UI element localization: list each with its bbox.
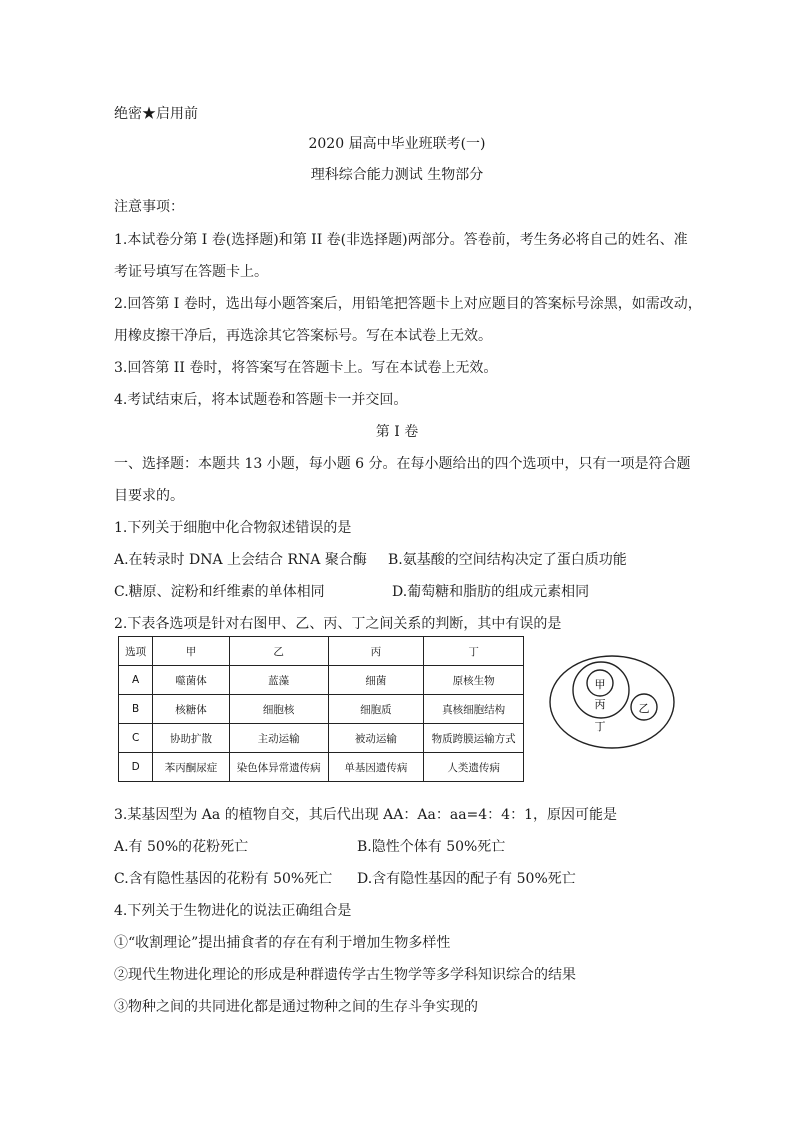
table-cell: 噬菌体 — [153, 666, 230, 695]
table-cell: B — [119, 695, 153, 724]
q3-option-d: D.含有隐性基因的配子有 50%死亡 — [357, 871, 576, 887]
table-cell: 原核生物 — [424, 666, 524, 695]
label-jia: 甲 — [594, 678, 606, 691]
table-cell: 单基因遗传病 — [328, 753, 424, 782]
q1-option-d: D.葡萄糖和脂肪的组成元素相同 — [392, 584, 590, 600]
section-title: 第 I 卷 — [375, 424, 419, 440]
table-cell: 主动运输 — [229, 724, 328, 753]
note-2a: 2.回答第 I 卷时，选出每小题答案后，用铅笔把答题卡上对应题目的答案标号涂黑，如需改动， — [114, 296, 702, 312]
table-cell: 苯丙酮尿症 — [153, 753, 230, 782]
label-ding: 丁 — [594, 720, 606, 733]
table-cell: 蓝藻 — [229, 666, 328, 695]
table-cell: 染色体异常遗传病 — [229, 753, 328, 782]
q3-option-b: B.隐性个体有 50%死亡 — [357, 839, 506, 855]
notes-heading: 注意事项： — [114, 199, 184, 215]
q2-table — [118, 636, 524, 782]
table-cell: 协助扩散 — [153, 724, 230, 753]
table-row — [119, 666, 524, 695]
q1-option-a: A.在转录时 DNA 上会结合 RNA 聚合酶 — [114, 552, 367, 568]
note-3: 3.回答第 II 卷时，将答案写在答题卡上。写在本试卷上无效。 — [114, 360, 498, 376]
table-header-cell: 甲 — [153, 637, 230, 666]
section-intro-b: 目要求的。 — [114, 488, 184, 504]
table-header-cell: 丁 — [424, 637, 524, 666]
table-cell: D — [119, 753, 153, 782]
table-header-row — [119, 637, 524, 666]
exam-title: 2020 届高中毕业班联考(一) — [308, 136, 486, 152]
table-cell: 核糖体 — [153, 695, 230, 724]
table-header-cell: 选项 — [119, 637, 153, 666]
table-cell: 物质跨膜运输方式 — [424, 724, 524, 753]
q4-statement-2: ②现代生物进化理论的形成是种群遗传学古生物学等多学科知识综合的结果 — [114, 967, 576, 983]
q3-option-c: C.含有隐性基因的花粉有 50%死亡 — [114, 871, 333, 887]
note-2b: 用橡皮擦干净后，再选涂其它答案标号。写在本试卷上无效。 — [114, 328, 492, 344]
q2-stem: 2.下表各选项是针对右图甲、乙、丙、丁之间关系的判断，其中有误的是 — [114, 616, 562, 632]
table-cell: 被动运输 — [328, 724, 424, 753]
label-bing: 丙 — [594, 698, 606, 711]
table-row — [119, 724, 524, 753]
table-cell: C — [119, 724, 153, 753]
table-cell: 人类遗传病 — [424, 753, 524, 782]
table-cell: 细菌 — [328, 666, 424, 695]
q1-stem: 1.下列关于细胞中化合物叙述错误的是 — [114, 520, 352, 536]
table-header-cell: 乙 — [229, 637, 328, 666]
label-yi: 乙 — [638, 702, 650, 715]
q4-stem: 4.下列关于生物进化的说法正确组合是 — [114, 903, 352, 919]
table-header-cell: 丙 — [328, 637, 424, 666]
q4-statement-3: ③物种之间的共同进化都是通过物种之间的生存斗争实现的 — [114, 999, 478, 1015]
section-intro-a: 一、选择题：本题共 13 小题，每小题 6 分。在每小题给出的四个选项中，只有一项是符合题 — [114, 456, 691, 472]
q2-venn-diagram — [548, 652, 678, 752]
confidential-label: 绝密★启用前 — [114, 106, 198, 122]
note-4: 4.考试结束后，将本试题卷和答题卡一并交回。 — [114, 392, 408, 408]
table-cell: 细胞质 — [328, 695, 424, 724]
table-cell: 真核细胞结构 — [424, 695, 524, 724]
q3-option-a: A.有 50%的花粉死亡 — [114, 839, 249, 855]
q1-option-b: B.氨基酸的空间结构决定了蛋白质功能 — [388, 552, 627, 568]
exam-subtitle: 理科综合能力测试 生物部分 — [310, 167, 484, 183]
table-row — [119, 753, 524, 782]
q3-stem: 3.某基因型为 Aa 的植物自交，其后代出现 AA：Aa：aa=4：4：1，原因可能是 — [114, 807, 617, 823]
table-cell: 细胞核 — [229, 695, 328, 724]
q4-statement-1: ①“收割理论”提出捕食者的存在有利于增加生物多样性 — [114, 935, 451, 951]
table-cell: A — [119, 666, 153, 695]
note-1b: 考证号填写在答题卡上。 — [114, 264, 268, 280]
note-1a: 1.本试卷分第 I 卷(选择题)和第 II 卷(非选择题)两部分。答卷前，考生务必将自己的姓名、准 — [114, 232, 688, 248]
q1-option-c: C.糖原、淀粉和纤维素的单体相同 — [114, 584, 325, 600]
table-row — [119, 695, 524, 724]
